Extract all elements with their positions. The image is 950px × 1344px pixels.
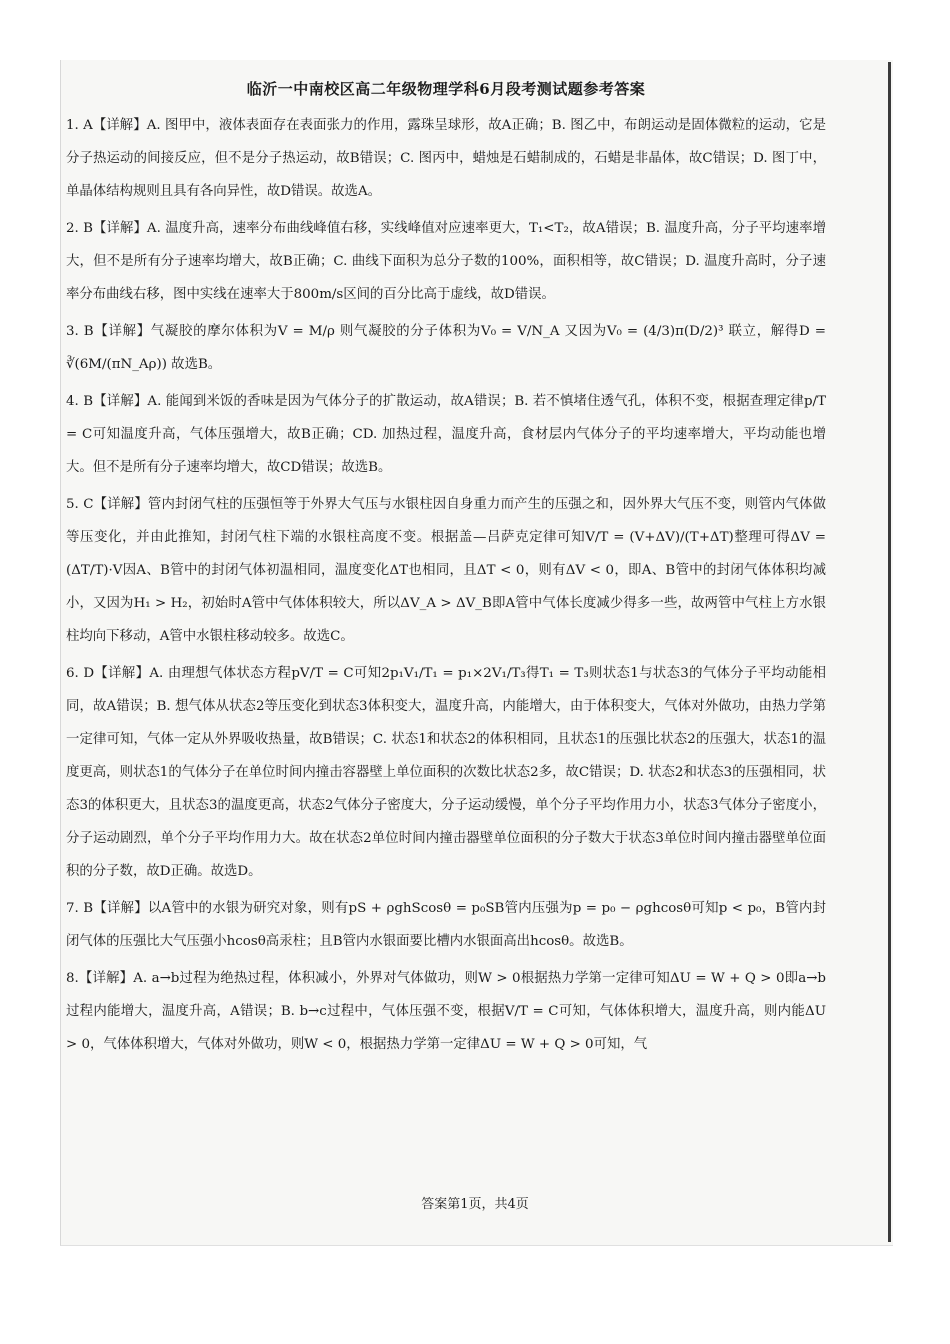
answer-item-4: 4. B【详解】A. 能闻到米饭的香味是因为气体分子的扩散运动，故A错误；B. 若不慎堵住透气孔，体积不变，根据查理定律p/T = C可知温度升高，气体压强增大，故B正确；CD. 加热过程，温度升高，食材层内气体分子的平均速率增大，平均动能也增大。但不是所有分子速率均增大，故CD错误；故选B。 <box>66 394 826 475</box>
answer-item-3: 3. B【详解】气凝胶的摩尔体积为V = M/ρ 则气凝胶的分子体积为V₀ = V/N_A 又因为V₀ = (4/3)π(D/2)³ 联立，解得D = ∛(6M/(πN_Aρ)) 故选B。 <box>66 324 826 372</box>
answer-content <box>66 78 826 1065</box>
page-footer: 答案第1页，共4页 <box>421 1197 529 1212</box>
answer-item-6: 6. D【详解】A. 由理想气体状态方程pV/T = C可知2p₁V₁/T₁ = p₁×2V₁/T₃得T₁ = T₃则状态1与状态3的气体分子平均动能相同，故A错误；B. 想气体从状态2等压变化到状态3体积变大，温度升高，内能增大，由于体积变大，气体对外做功，由热力学第一定律可知，气体一定从外界吸收热量，故B错误；C. 状态1和状态2的体积相同，且状态1的压强比状态2的压强大，状态1的温度更高，则状态1的气体分子在单位时间内撞击容器壁上单位面积的次数比状态2多，故C错误；D. 状态2和状态3的压强相同，状态3的体积更大，且状态3的温度更高，状态2气体分子密度大，分子运动缓慢，单个分子平均作用力小，状态3气体分子密度小，分子运动剧烈，单个分子平均作用力大。故在状态2单位时间内撞击器壁单位面积的分子数大于状态3单位时间内撞击器壁单位面积的分子数，故D正确。故选D。 <box>66 666 826 879</box>
answer-item-2: 2. B【详解】A. 温度升高，速率分布曲线峰值右移，实线峰值对应速率更大，T₁<T₂，故A错误；B. 温度升高，分子平均速率增大，但不是所有分子速率均增大，故B正确；C. 曲线下面积为总分子数的100%，面积相等，故C错误；D. 温度升高时，分子速率分布曲线右移，图中实线在速率大于800m/s区间的百分比高于虚线，故D错误。 <box>66 221 826 302</box>
document-title: 临沂一中南校区高二年级物理学科6月段考测试题参考答案 <box>246 80 646 98</box>
answer-item-1: 1. A【详解】A. 图甲中，液体表面存在表面张力的作用，露珠呈球形，故A正确；B. 图乙中，布朗运动是固体微粒的运动，它是分子热运动的间接反应，但不是分子热运动，故B错误；C. 图丙中，蜡烛是石蜡制成的，石蜡是非晶体，故C错误；D. 图丁中，单晶体结构规则且具有各向异性，故D错误。故选A。 <box>66 118 826 199</box>
answer-item-7: 7. B【详解】以A管中的水银为研究对象，则有pS + ρghScosθ = p₀SB管内压强为p = p₀ − ρghcosθ可知p < p₀，B管内封闭气体的压强比大气压强小hcosθ高汞柱；且B管内水银面要比槽内水银面高出hcosθ。故选B。 <box>66 901 826 949</box>
scan-edge <box>888 62 891 1242</box>
answer-item-5: 5. C【详解】管内封闭气柱的压强恒等于外界大气压与水银柱因自身重力而产生的压强之和，因外界大气压不变，则管内气体做等压变化，并由此推知，封闭气柱下端的水银柱高度不变。根据盖—吕萨克定律可知V/T = (V+ΔV)/(T+ΔT)整理可得ΔV = (ΔT/T)·V因A、B管中的封闭气体初温相同，温度变化ΔT也相同，且ΔT < 0，则有ΔV < 0，即A、B管中的封闭气体体积均减小，又因为H₁ > H₂，初始时A管中气体体积较大，所以ΔV_A > ΔV_B即A管中气体长度减少得多一些，故两管中气柱上方水银柱均向下移动，A管中水银柱移动较多。故选C。 <box>66 497 826 644</box>
answer-item-8: 8.【详解】A. a→b过程为绝热过程，体积减小，外界对气体做功，则W > 0根据热力学第一定律可知ΔU = W + Q > 0即a→b过程内能增大，温度升高，A错误；B. b→c过程中，气体压强不变，根据V/T = C可知，气体体积增大，温度升高，则内能ΔU > 0，气体体积增大，气体对外做功，则W < 0，根据热力学第一定律ΔU = W + Q > 0可知，气 <box>66 971 826 1052</box>
